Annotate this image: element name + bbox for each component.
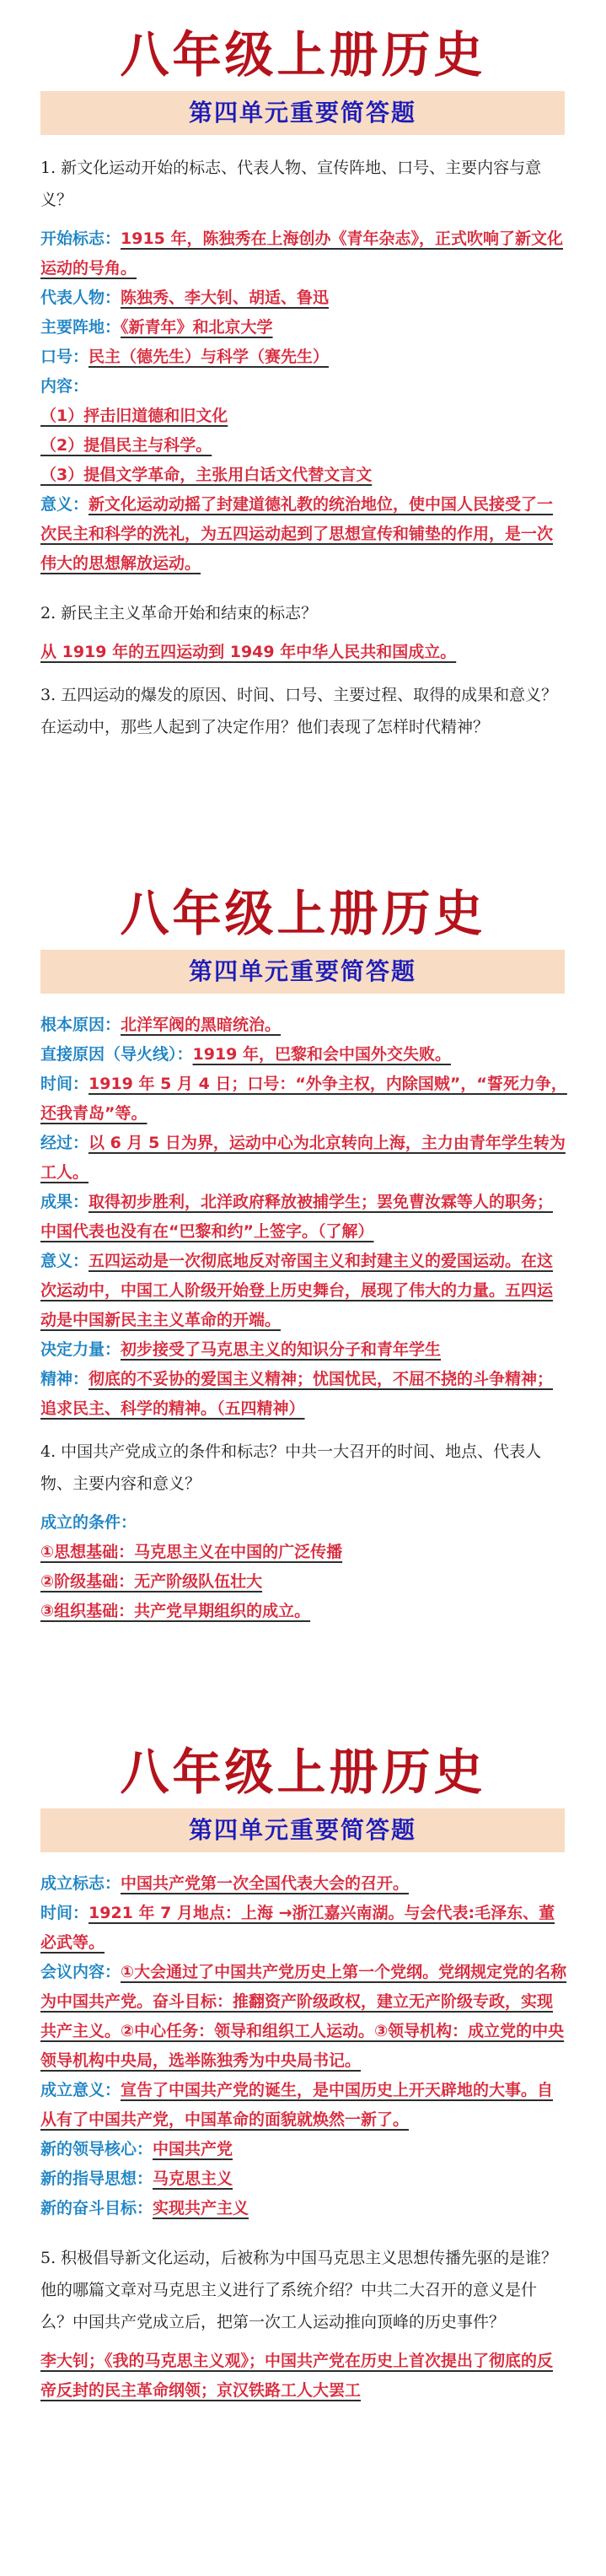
page-1 — [0, 0, 606, 859]
answer-text: 五四运动是一次彻底地反对帝国主义和封建主义的爱国运动。在这次运动中，中国工人阶级开始登上历史舞台，展现了伟大的力量。五四运动是中国新民主主义革命的开端。 — [40, 1252, 554, 1329]
answer-text: （2）提倡民主与科学。 — [40, 436, 212, 455]
answer-text: 1919 年 5 月 4 日；口号：“外争主权，内除国贼”，“誓死力争，还我青岛”等。 — [40, 1075, 567, 1123]
label: 会议内容： — [40, 1963, 121, 1981]
section-subtitle-banner: 第四单元重要简答题 — [40, 950, 565, 994]
answer-text: 初步接受了马克思主义的知识分子和青年学生 — [121, 1340, 442, 1359]
answer-content-label — [40, 372, 568, 401]
answer-direct-cause — [40, 1040, 568, 1070]
answer-text: 《新青年》和北京大学 — [121, 318, 273, 337]
answer-time — [40, 1070, 568, 1129]
page-title: 八年级上册历史 — [120, 1743, 486, 1801]
label: 时间： — [40, 1075, 89, 1093]
answer-text: ①大会通过了中国共产党历史上第一个党纲。党纲规定党的名称为中国共产党。奋斗目标：推翻资产阶级政权，建立无产阶级专政，实现共产主义。②中心任务：领导和组织工人运动。③领导机构：成立党的中央领导机构中央局，选举陈独秀为中央局书记。 — [40, 1963, 567, 2070]
answer-significance — [40, 490, 568, 579]
page-2 — [0, 859, 606, 1717]
answer-conditions-label — [40, 1508, 568, 1538]
label: 时间： — [40, 1904, 89, 1922]
answer-leading-core — [40, 2135, 568, 2164]
label: 成立意义： — [40, 2081, 121, 2099]
answer-q5 — [40, 2347, 568, 2406]
label: 意义： — [40, 1252, 89, 1270]
answer-text: （3）提倡文学革命，主张用白话文代替文言文 — [40, 466, 373, 484]
label: 直接原因（导火线）： — [40, 1045, 193, 1064]
page-title: 八年级上册历史 — [120, 26, 486, 84]
list-item — [40, 1597, 568, 1626]
section-subtitle-banner: 第四单元重要简答题 — [40, 1808, 565, 1852]
answer-text: 1915 年，陈独秀在上海创办《青年杂志》，正式吹响了新文化运动的号角。 — [40, 229, 564, 278]
label: 代表人物： — [40, 288, 121, 307]
label: 精神： — [40, 1370, 89, 1388]
answer-text: 取得初步胜利，北洋政府释放被捕学生；罢免曹汝霖等人的职务；中国代表也没有在“巴黎和约”上签字。（了解） — [40, 1193, 554, 1241]
label: 口号： — [40, 348, 89, 366]
answer-text: 从 1919 年的五四运动到 1949 年中华人民共和国成立。 — [40, 643, 457, 661]
label: 新的领导核心： — [40, 2140, 153, 2158]
label: 经过： — [40, 1134, 89, 1152]
label: 成立的条件： — [40, 1513, 137, 1532]
answer-text: ①思想基础：马克思主义在中国的广泛传播 — [40, 1543, 343, 1561]
list-item — [40, 1538, 568, 1567]
answer-goal — [40, 2194, 568, 2223]
label: 开始标志： — [40, 229, 121, 248]
question-5: 5. 积极倡导新文化运动，后被称为中国马克思主义思想传播先驱的是谁？他的哪篇文章对马克思主义进行了系统介绍？中共二大召开的意义是什么？中国共产党成立后，把第一次工人运动推向顶峰的历史事件？ — [40, 2249, 558, 2331]
answer-representatives — [40, 283, 568, 313]
answer-guiding-thought — [40, 2164, 568, 2194]
question-2: 2. 新民主主义革命开始和结束的标志？ — [40, 604, 318, 622]
label: 根本原因： — [40, 1016, 121, 1034]
answer-text: 中国共产党第一次全国代表大会的召开。 — [121, 1874, 410, 1893]
page-3-content — [40, 1869, 568, 2406]
answer-text: （1）抨击旧道德和旧文化 — [40, 407, 228, 425]
answer-text: 以 6 月 5 日为界，运动中心为北京转向上海，主力由青年学生转为工人。 — [40, 1134, 566, 1182]
question-1: 1. 新文化运动开始的标志、代表人物、宣传阵地、口号、主要内容与意义？ — [40, 159, 542, 209]
label: 意义： — [40, 495, 89, 514]
answer-root-cause — [40, 1010, 568, 1040]
label: 决定力量： — [40, 1340, 121, 1359]
answer-spirit — [40, 1365, 568, 1424]
answer-text: 李大钊；《我的马克思主义观》；中国共产党在历史上首次提出了彻底的反帝反封的民主革命纲领；京汉铁路工人大罢工 — [40, 2352, 554, 2400]
answer-q2 — [40, 638, 568, 667]
answer-text: 彻底的不妥协的爱国主义精神；忧国忧民，不屈不挠的斗争精神；追求民主、科学的精神。（五四精神） — [40, 1370, 554, 1418]
answer-text: 马克思主义 — [153, 2169, 233, 2188]
label: 主要阵地： — [40, 318, 121, 337]
label: 成立标志： — [40, 1874, 121, 1893]
answer-decisive-force — [40, 1335, 568, 1365]
list-item — [40, 401, 568, 431]
page-3 — [0, 1717, 606, 2576]
page-2-content — [40, 1010, 568, 1626]
answer-text: ③组织基础：共产党早期组织的成立。 — [40, 1602, 311, 1620]
answer-founding-mark — [40, 1869, 568, 1899]
answer-text: 北洋军阀的黑暗统治。 — [121, 1016, 282, 1034]
list-item — [40, 1567, 568, 1597]
answer-text: 民主（德先生）与科学（赛先生） — [88, 348, 330, 366]
question-4: 4. 中国共产党成立的条件和标志？中共一大召开的时间、地点、代表人物、主要内容和意义？ — [40, 1442, 542, 1493]
answer-result — [40, 1188, 568, 1247]
answer-founding-significance — [40, 2076, 568, 2135]
answer-course — [40, 1129, 568, 1188]
answer-text: 陈独秀、李大钊、胡适、鲁迅 — [121, 288, 330, 307]
answer-front — [40, 313, 568, 342]
question-3: 3. 五四运动的爆发的原因、时间、口号、主要过程、取得的成果和意义？在运动中，那些人起到了决定作用？他们表现了怎样时代精神？ — [40, 686, 558, 736]
list-item — [40, 461, 568, 490]
answer-slogan — [40, 342, 568, 372]
answer-significance — [40, 1247, 568, 1335]
answer-text: 1921 年 7 月地点：上海 →浙江嘉兴南湖。与会代表:毛泽东、董必武等。 — [40, 1904, 555, 1952]
answer-text: 中国共产党 — [153, 2140, 233, 2158]
answer-text: 1919 年，巴黎和会中国外交失败。 — [192, 1045, 452, 1064]
label: 新的奋斗目标： — [40, 2199, 153, 2218]
page-title: 八年级上册历史 — [120, 885, 486, 942]
label: 内容： — [40, 377, 89, 396]
label: 新的指导思想： — [40, 2169, 153, 2188]
label: 成果： — [40, 1193, 89, 1211]
answer-text: 新文化运动动摇了封建道德礼教的统治地位，使中国人民接受了一次民主和科学的洗礼，为五四运动起到了思想宣传和铺垫的作用，是一次伟大的思想解放运动。 — [40, 495, 554, 573]
page-1-content — [40, 152, 568, 752]
list-item — [40, 431, 568, 461]
answer-text: ②阶级基础：无产阶级队伍壮大 — [40, 1572, 263, 1591]
answer-text: 宣告了中国共产党的诞生，是中国历史上开天辟地的大事。自从有了中国共产党，中国革命的面貌就焕然一新了。 — [40, 2081, 554, 2129]
answer-start-mark — [40, 224, 568, 283]
section-subtitle-banner: 第四单元重要简答题 — [40, 91, 565, 135]
answer-meeting-content — [40, 1958, 568, 2076]
answer-time — [40, 1899, 568, 1958]
answer-text: 实现共产主义 — [153, 2199, 249, 2218]
